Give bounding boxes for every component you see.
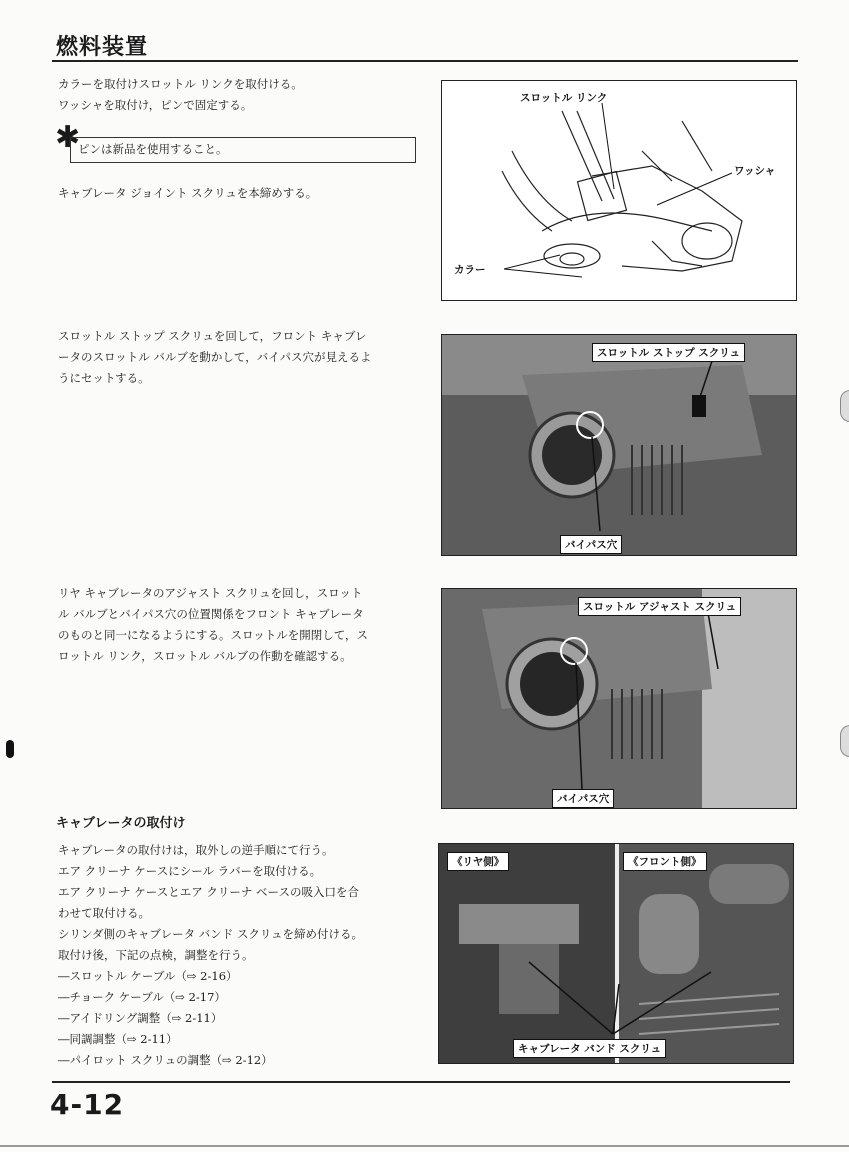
install-line-4: わせて取付ける。 bbox=[58, 906, 150, 920]
note-text: ピンは新品を使用すること。 bbox=[78, 142, 228, 156]
step1-line1: カラーを取付けスロットル リンクを取付ける。 bbox=[58, 77, 303, 91]
throttle-adjust-photo bbox=[441, 588, 797, 809]
step1-line3: キャブレータ ジョイント スクリュを本締めする。 bbox=[58, 186, 318, 200]
throttle-stop-photo bbox=[441, 334, 797, 556]
install-line-6: 取付け後，下記の点検，調整を行う。 bbox=[58, 948, 254, 962]
carburetor-photo-rear bbox=[442, 589, 797, 809]
throttle-adjust-screw-label: スロットル アジャスト スクリュ bbox=[578, 597, 741, 616]
step2-text: スロットル ストップ スクリュを回して，フロント キャブレ ータのスロットル バルブを動かして，バイパス穴が見えるよ うにセットする。 bbox=[58, 329, 372, 385]
asterisk-icon: ✱ bbox=[55, 120, 81, 155]
scan-speck bbox=[6, 740, 14, 758]
rear-side-label: 《リヤ側》 bbox=[447, 852, 509, 871]
binding-hole-lower bbox=[840, 725, 849, 757]
throttle-link-drawing bbox=[442, 81, 797, 301]
step1-line2: ワッシャを取付け，ピンで固定する。 bbox=[58, 98, 253, 112]
page-number: 4-12 bbox=[50, 1088, 125, 1121]
section-heading: キャブレータの取付け bbox=[56, 816, 186, 831]
carburetor-band-screw-label: キャブレータ バンド スクリュ bbox=[513, 1039, 666, 1058]
binding-hole-upper bbox=[840, 390, 849, 422]
check-item-pilot-screw: ―パイロット スクリュの調整（⇨ 2-12） bbox=[58, 1053, 273, 1067]
scan-bottom-edge bbox=[0, 1145, 849, 1147]
install-line-1: キャブレータの取付けは，取外しの逆手順にて行う。 bbox=[58, 843, 334, 857]
carburetor-band-photo bbox=[438, 843, 794, 1064]
install-line-3: エア クリーナ ケースとエア クリーナ ベースの吸入口を合 bbox=[58, 885, 359, 899]
footer-rule bbox=[52, 1081, 790, 1083]
carburetor-photo-front bbox=[442, 335, 797, 556]
step3-text: リヤ キャブレータのアジャスト スクリュを回し，スロット ル バルブとバイパス穴の位置関係をフロント キャブレータ のものと同一になるようにする。スロットルを開閉して，ス ロットル リンク，スロットル バルブの作動を確認する。 bbox=[58, 586, 369, 663]
check-item-throttle-cable: ―スロットル ケーブル（⇨ 2-16） bbox=[58, 969, 238, 983]
collar-label: カラー bbox=[454, 264, 486, 276]
front-side-label: 《フロント側》 bbox=[623, 852, 707, 871]
bypass-hole-label-2: バイパス穴 bbox=[552, 789, 614, 808]
install-line-5: シリンダ側のキャブレータ バンド スクリュを締め付ける。 bbox=[58, 927, 364, 941]
throttle-link-label: スロットル リンク bbox=[520, 92, 608, 104]
header-rule bbox=[52, 60, 798, 62]
check-item-idle: ―アイドリング調整（⇨ 2-11） bbox=[58, 1011, 223, 1025]
throttle-stop-screw-label: スロットル ストップ スクリュ bbox=[592, 343, 745, 362]
bypass-hole-label: バイパス穴 bbox=[560, 535, 622, 554]
carburetor-band-photo-image bbox=[439, 844, 794, 1064]
check-item-choke-cable: ―チョーク ケーブル（⇨ 2-17） bbox=[58, 990, 226, 1004]
install-line-2: エア クリーナ ケースにシール ラバーを取付ける。 bbox=[58, 864, 322, 878]
page-title: 燃料装置 bbox=[56, 35, 149, 60]
throttle-link-figure bbox=[441, 80, 797, 301]
check-item-sync: ―同調調整（⇨ 2-11） bbox=[58, 1032, 178, 1046]
washer-label: ワッシャ bbox=[734, 165, 776, 177]
